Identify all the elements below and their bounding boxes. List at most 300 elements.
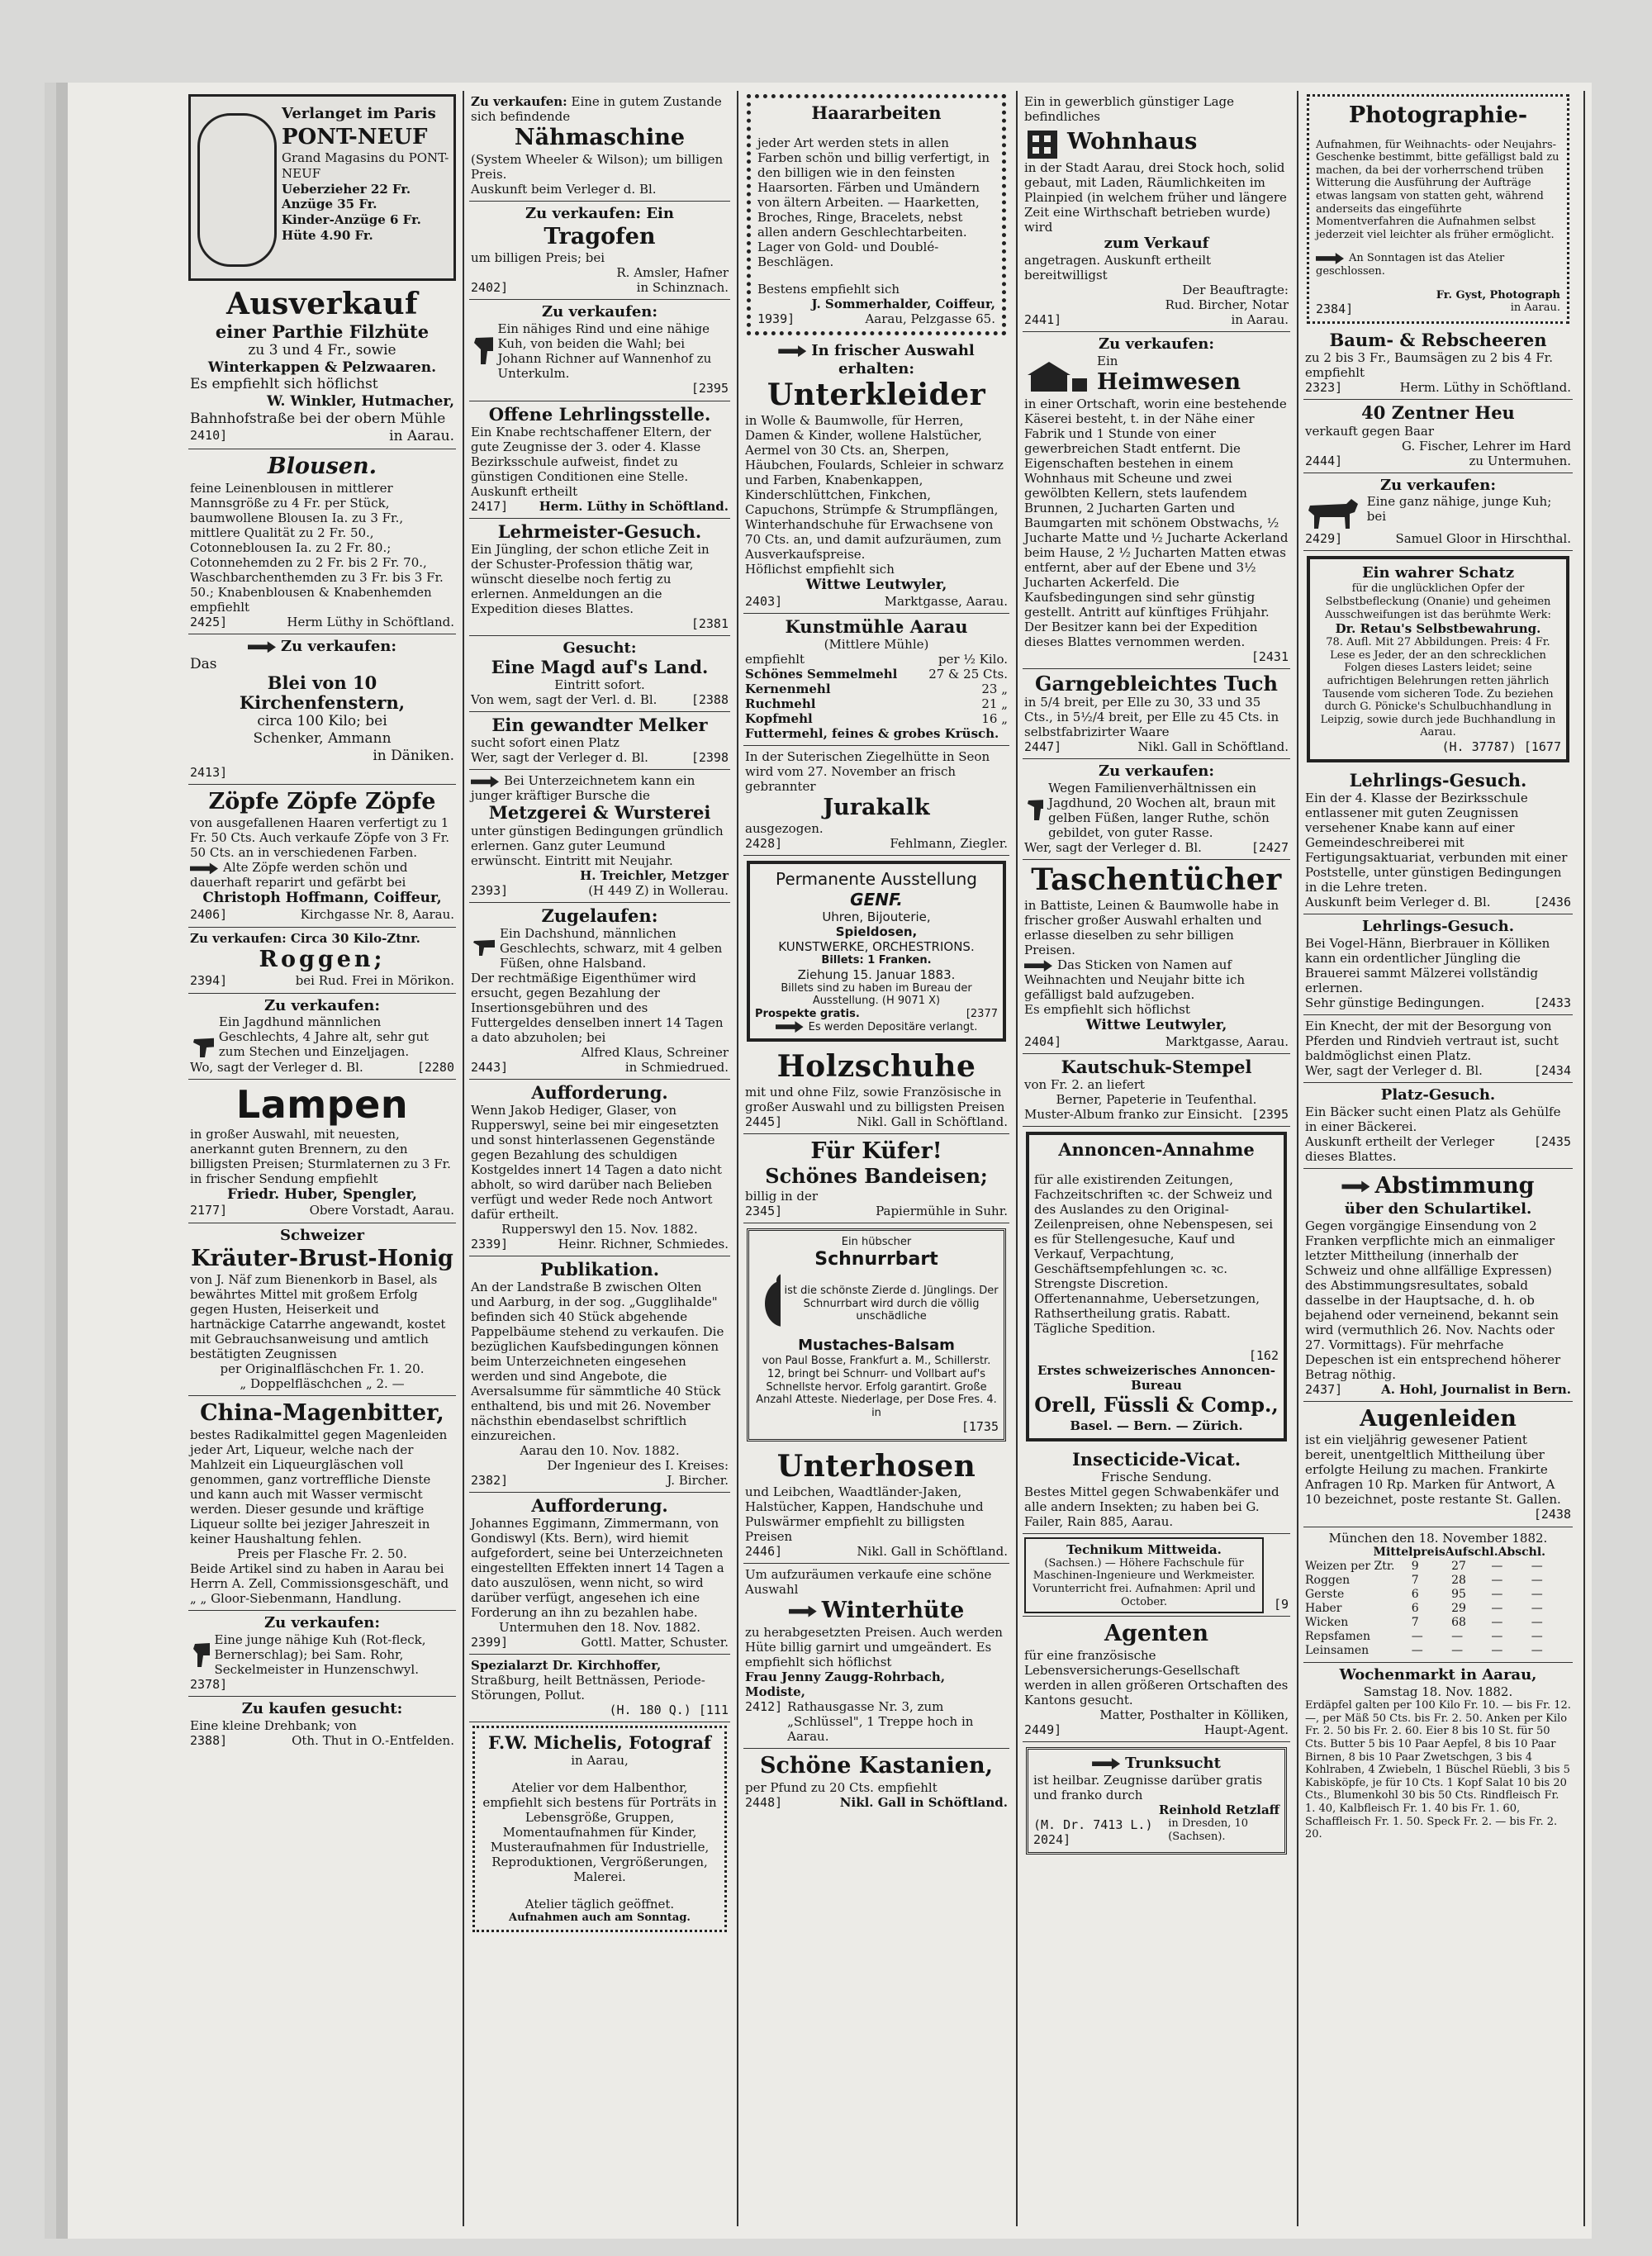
- ad-title: Augenleiden: [1360, 1405, 1517, 1432]
- ad-line: Wer, sagt der Verleger d. Bl.: [1305, 1063, 1483, 1079]
- price-item: Ruchmehl: [745, 696, 816, 711]
- table-cell: Weizen per Ztr.: [1305, 1559, 1395, 1573]
- ad-lehrmeister: [469, 519, 730, 636]
- table-cell: —: [1491, 1644, 1503, 1658]
- column-2: [464, 91, 738, 2226]
- ad-text: für eine französische Lebensversicherungs-Gesellschaft werden in allen größeren Ortschaften des Kantons gesucht.: [1024, 1648, 1289, 1708]
- price-item: Schönes Semmelmehl: [745, 666, 898, 682]
- newspaper-page: [68, 83, 1592, 2239]
- ad-title: Holzschuhe: [776, 1049, 976, 1085]
- pont-neuf-line: Anzüge 35 Fr.: [282, 197, 377, 212]
- ad-number: [2433: [1533, 995, 1571, 1011]
- ad-platz-gesuch: [1303, 1083, 1573, 1169]
- ad-text: ist ein vieljährig gewesener Patient bereit, unentgeltlich Mittheilung über erfolgte Heilung zu machen. Frankirte Anfragen 10 Rp. Marken für Antwort, A 10 bezeichnet, poste restante St. Gallen.: [1305, 1432, 1561, 1508]
- ad-line: Erstes schweizerisches Annoncen-Bureau: [1037, 1363, 1276, 1394]
- ad-number: 2378]: [190, 1677, 228, 1693]
- ad-sign: Nikl. Gall in Schöftland.: [839, 1794, 1008, 1810]
- ad-title: Taschentücher: [1031, 862, 1282, 898]
- ad-text: Eine ganz nähige, junge Kuh; bei: [1366, 494, 1552, 525]
- table-cell: —: [1531, 1644, 1543, 1658]
- table-cell: —: [1491, 1616, 1503, 1629]
- dachshund-icon: [471, 926, 495, 959]
- ad-sign: Herm. Lüthy in Schöftland.: [1399, 380, 1571, 396]
- ad-text: feine Leinenblousen in mittlerer Mannsgröße zu 4 Fr. per Stück, baumwollene Blousen Ia. zu 3 Fr., mittlere Qualität zu 2 Fr. 50., Cotonneblousen Ia. zu 2 Fr. 80.; Cotonnehemden zu 2 Fr. bis 2 Fr. 70., Waschbarchenthemden zu 3 Fr. bis 3 Fr. 50.; Knabenblousen & Knabenhemden empfiehlt: [190, 481, 444, 615]
- ad-sign: Friedr. Huber, Spengler,: [227, 1185, 417, 1203]
- table-cell: —: [1491, 1630, 1503, 1644]
- ad-number: 2406]: [190, 907, 228, 923]
- table-row: [1305, 1630, 1571, 1644]
- table-cell: —: [1451, 1630, 1464, 1644]
- table-title: München den 18. November 1882.: [1328, 1530, 1548, 1546]
- ad-text: Gegen vorgängige Einsendung von 2 Franken verpflichte mich an einmaliger letzter Mittheilung (innerhalb der Schweiz und ohne allfällige Expressen) des Abstimmungsresultates, sobald dasselbe in der Hauptsache, d. h. ob bejahend oder verneinend, bekannt sein wird (vermuthlich 26. Nov. Nachts oder 27. Vormittags). Für mehrfache Depeschen ist ein entsprechend höherer Betrag nöthig.: [1305, 1218, 1561, 1382]
- house-icon: [1024, 124, 1061, 160]
- ad-unterkleider: [743, 339, 1009, 613]
- table-cell: —: [1491, 1573, 1503, 1587]
- ad-address: Marktgasse, Aarau.: [884, 593, 1008, 609]
- ad-text: Der rechtmäßige Eigenthümer wird ersucht, gegen Bezahlung der Insertionsgebühren und des Futtergeldes denselben innert 14 Tagen a dato abzuholen; bei: [471, 970, 724, 1045]
- ad-place: (H 449 Z) in Wollerau.: [588, 882, 729, 898]
- ad-line: Es empfiehlt sich höflichst: [1024, 1002, 1190, 1018]
- ad-line: per ½ Kilo.: [938, 651, 1008, 667]
- ad-number: 2425]: [190, 615, 228, 630]
- ad-lehrlingsgesuch-2: [1303, 914, 1573, 1015]
- ad-kuh: [188, 1611, 456, 1697]
- ad-china-magenbitter: [188, 1396, 456, 1611]
- table-header-cell: [1545, 1546, 1571, 1560]
- ad-number: 1939]: [757, 311, 795, 327]
- ad-drehbank: [188, 1697, 456, 1752]
- ad-line: Futtermehl, feines & grobes Krüsch.: [745, 725, 999, 741]
- ad-title: Ein gewandter Melker: [491, 715, 708, 736]
- ad-price: Preis per Flasche Fr. 2. 50.: [237, 1546, 407, 1562]
- table-cell: 68: [1451, 1616, 1466, 1629]
- ad-date: Rupperswyl den 15. Nov. 1882.: [501, 1221, 698, 1237]
- ad-kuh-2: [1303, 473, 1573, 552]
- ad-title: Zugelaufen:: [541, 905, 658, 926]
- table-cell: 29: [1451, 1601, 1466, 1615]
- ad-title: Kräuter-Brust-Honig: [191, 1245, 453, 1271]
- ad-text: Eine junge nähige Kuh (Rot-fleck, Bernerschlag); bei Sam. Rohr, Seckelmeister in Hunzenschwyl.: [214, 1632, 426, 1678]
- ad-number: (H. 180 Q.) [111: [609, 1703, 729, 1718]
- table-cell: 27: [1451, 1559, 1466, 1573]
- ad-number: 2441]: [1024, 311, 1062, 327]
- ad-number: 2447]: [1024, 739, 1062, 755]
- ad-sign: W. Winkler, Hutmacher,: [267, 393, 454, 411]
- ad-number: [9: [1273, 1597, 1289, 1612]
- price-value: 23 „: [981, 681, 1008, 696]
- ad-number: [1735: [961, 1419, 999, 1435]
- ad-haararbeiten: [747, 94, 1006, 335]
- pont-neuf-title: Verlanget im Paris: [282, 105, 436, 122]
- ad-sign: Heinr. Richner, Schmiedes.: [558, 1236, 729, 1251]
- ad-line: Aufnahmen auch am Sonntag.: [509, 1912, 691, 1925]
- ad-kunstmuehle: [743, 614, 1009, 746]
- ad-number: 2384]: [1316, 302, 1354, 317]
- ad-sign: R. Amsler, Hafner: [616, 265, 729, 281]
- dog-icon: [190, 1014, 214, 1060]
- ad-text: Ein in gewerblich günstiger Lage befindliches: [1024, 94, 1235, 124]
- ad-number: 2403]: [745, 593, 783, 609]
- ad-line: Eintritt sofort.: [554, 677, 645, 693]
- column-4: [1018, 91, 1298, 2226]
- ad-number: 2449]: [1024, 1722, 1062, 1738]
- ad-date: Aarau den 10. Nov. 1882.: [520, 1442, 680, 1458]
- ad-address: Rathausgasse Nr. 3, zum „Schlüssel", 1 Treppe hoch in Aarau.: [787, 1698, 974, 1744]
- ad-text: Wegen Familienverhältnissen ein Jagdhund, 20 Wochen alt, braun mit gelben Füßen, langer Ruthe, schön gebildet, von guter Rasse.: [1048, 781, 1276, 841]
- cow-icon: [471, 321, 493, 367]
- ad-title: Nähmaschine: [514, 125, 686, 150]
- ad-title: Lehrmeister-Gesuch.: [497, 520, 702, 542]
- table-cell: —: [1411, 1630, 1423, 1644]
- ad-sign: „ „ Gloor-Siebenmann, Handlung.: [190, 1591, 402, 1607]
- pont-neuf-brand: PONT-NEUF: [282, 124, 428, 150]
- ad-title: Blousen.: [267, 454, 377, 480]
- ad-insecticide-vicat: [1023, 1446, 1290, 1534]
- ad-unterhosen: [743, 1446, 1009, 1564]
- ad-text: (Sachsen.) — Höhere Fachschule für Maschinen-Ingenieure und Werkmeister. Vorunterricht frei. Aufnahmen: April und October.: [1032, 1556, 1256, 1608]
- ad-number: 2429]: [1305, 531, 1343, 547]
- pointing-hand-icon: [776, 1021, 804, 1033]
- ad-sign: bei Rud. Frei in Mörikon.: [295, 973, 454, 989]
- ad-head: Zu verkaufen:: [471, 94, 567, 109]
- ad-text: An Sonntagen ist das Atelier geschlossen.: [1316, 252, 1505, 278]
- ad-text: Ein Knecht, der mit der Besorgung von Pferden und Rindvieh vertraut ist, sucht baldmöglichst einen Platz.: [1305, 1019, 1559, 1064]
- ad-sign: Alfred Klaus, Schreiner: [581, 1044, 729, 1060]
- ad-kuefer: [743, 1134, 1009, 1223]
- ad-price: „ Doppelfläschchen „ 2. —: [240, 1376, 405, 1392]
- ad-title: Spezialarzt Dr. Kirchhoffer,: [471, 1658, 662, 1674]
- ad-text: Bei Vogel-Hänn, Bierbrauer in Kölliken kann ein ordentlicher Jüngling die Brauerei sammt Mälzerei vollständig erlernen.: [1305, 936, 1550, 996]
- ad-title: Zöpfe Zöpfe Zöpfe: [208, 788, 436, 815]
- ad-head: Zu verkaufen: Ein: [525, 204, 674, 222]
- ad-number: 2428]: [745, 836, 783, 852]
- ad-sign: J. Bircher.: [667, 1472, 729, 1488]
- ad-sign: Matter, Posthalter in Kölliken,: [1099, 1707, 1289, 1723]
- ad-text: und Leibchen, Waadtländer-Jaken, Halstücher, Kappen, Handschuhe und Pulswärmer empfiehlt zu billigsten Preisen: [745, 1484, 984, 1545]
- ad-wohnhaus: [1023, 91, 1290, 332]
- ad-text: Ein Jüngling, der schon etliche Zeit in der Schuster-Profession thätig war, wünscht dieselbe noch fertig zu erlernen. Anmeldungen an die Expedition dieses Blattes.: [471, 541, 710, 616]
- ad-line: Spieldosen,: [835, 924, 918, 940]
- table-row: [1305, 1588, 1571, 1602]
- ad-title: Garngebleichtes Tuch: [1035, 671, 1278, 696]
- ad-number: 2399]: [471, 1635, 509, 1650]
- ad-blousen: [188, 449, 456, 634]
- ad-line: Ein: [1097, 353, 1118, 368]
- ad-number: 2388]: [190, 1733, 228, 1749]
- ad-title: Photographie-: [1348, 102, 1528, 128]
- table-cell: Repsfamen: [1305, 1630, 1371, 1644]
- ad-sign: Rud. Bircher, Notar: [1165, 297, 1289, 312]
- price-value: 16 „: [981, 710, 1008, 726]
- ad-text: In der Suterischen Ziegelhütte in Seon wird vom 27. November an frisch gebrannter: [745, 748, 990, 794]
- ad-text: jeder Art werden stets in allen Farben schön und billig verfertigt, in den billigen wie in den feinsten Haarsorten. Färben und Umändern von ältern Arbeiten. — Haarketten, Broches, Ringe, Bracelets, nebst allen andern Geschlechtarbeiten. Lager von Gold- und Doublé-Beschlägen.: [757, 135, 990, 270]
- ad-place: zu Untermuhen.: [1469, 453, 1571, 468]
- ad-technikum-mittweida: [1023, 1534, 1290, 1617]
- ad-head: Zu verkaufen:: [541, 303, 658, 321]
- ad-aufforderung-2: [469, 1493, 730, 1655]
- ad-ausstellung-genf: [747, 861, 1006, 1042]
- ad-text: Eine kleine Drehbank; von: [190, 1718, 357, 1734]
- ad-number: 2345]: [745, 1204, 783, 1219]
- grain-price-table: [1303, 1527, 1573, 1664]
- ad-subtitle: in Aarau,: [571, 1753, 629, 1769]
- table-cell: 6: [1411, 1587, 1419, 1601]
- column-3: [738, 91, 1018, 2226]
- ad-subtitle: Frische Sendung.: [1101, 1469, 1212, 1484]
- ad-line: Muster-Album franko zur Einsicht.: [1024, 1107, 1243, 1123]
- table-row: [1305, 1644, 1571, 1658]
- ad-line: Billets: 1 Franken.: [821, 954, 932, 967]
- ad-number: [2434: [1533, 1063, 1571, 1079]
- ad-title: Wochenmarkt in Aarau,: [1339, 1666, 1537, 1684]
- ad-wochenmarkt: [1303, 1663, 1573, 1845]
- bird-illustration-icon: [754, 1270, 781, 1337]
- ad-line: zu 3 und 4 Fr., sowie: [248, 341, 396, 359]
- price-item: Kernenmehl: [745, 681, 831, 696]
- ad-number: 2412]: [745, 1698, 783, 1714]
- ad-title: Für Küfer!: [810, 1137, 942, 1164]
- ad-text: von ausgefallenen Haaren verfertigt zu 1 Fr. 50 Cts. Auch verkaufe Zöpfe von 3 Fr. 50 Cts. an in verschiedenen Farben.: [190, 815, 449, 861]
- ad-wahrer-schatz: [1307, 556, 1569, 762]
- ad-text: zu herabgesetzten Preisen. Auch werden Hüte billig garnirt und umgeändert. Es empfiehlt sich höflichst: [745, 1624, 1003, 1669]
- ad-number: [2388: [691, 692, 729, 708]
- ad-number: [2435: [1533, 1133, 1571, 1149]
- ad-line: Wer, sagt der Verleger d. Bl.: [1024, 840, 1202, 856]
- ad-title: Schönes Bandeisen;: [765, 1163, 988, 1188]
- ad-photographie: [1307, 94, 1569, 324]
- ad-sign: G. Fischer, Lehrer im Hard: [1402, 438, 1571, 454]
- ad-number: 2417]: [471, 498, 509, 514]
- table-cell: 7: [1411, 1616, 1419, 1629]
- ad-text: Eine in gutem Zustande sich befindende: [471, 94, 722, 124]
- ad-sign: Herm. Lüthy in Schöftland.: [539, 498, 729, 514]
- ad-sign: Fehlmann, Ziegler.: [890, 836, 1008, 852]
- pointing-hand-icon: [1024, 960, 1052, 971]
- ad-sign: Herm Lüthy in Schöftland.: [287, 615, 454, 630]
- ad-line: Winterkappen & Pelzwaaren.: [207, 359, 437, 376]
- ad-text: in 5/4 breit, per Elle zu 30, 33 und 35 Cts., in 5½/4 breit, per Elle zu 45 Cts. in selbstfabrizirter Waare: [1024, 695, 1279, 740]
- table-cell: —: [1531, 1559, 1543, 1573]
- ad-number: 2323]: [1305, 380, 1343, 396]
- table-cell: —: [1531, 1601, 1543, 1615]
- ad-head: Ein hübscher: [841, 1236, 912, 1249]
- ad-text: per Pfund zu 20 Cts. empfiehlt: [745, 1779, 938, 1795]
- ad-text: in Wolle & Baumwolle, für Herren, Damen & Kinder, wollene Halstücher, Aermel von 30 Cts. an, Sherpen, Häubchen, Foulards, Schleier in schwarz und Farben, Knabenkappen, Kinderschlüttchen, Finkchen, Capuchons, Strümpfe & Strumpflängen, Winterhandschuhe für Erwachsene von 70 Cts. an, und damit aufzuräumen, zum Ausverkaufspreise.: [745, 412, 1004, 562]
- ad-text: Beide Artikel sind zu haben in Aarau bei Herrn A. Zell, Commissionsgeschäft, und: [190, 1561, 449, 1592]
- ad-number: 2446]: [745, 1544, 783, 1560]
- ad-product: Mustaches-Balsam: [798, 1337, 955, 1355]
- table-header-cell: [1305, 1546, 1374, 1560]
- ad-text: mit und ohne Filz, sowie Französische in großer Auswahl und zu billigsten Preisen: [745, 1084, 1005, 1114]
- ad-title: China-Magenbitter,: [200, 1400, 444, 1427]
- ad-line: Basel. — Bern. — Zürich.: [1070, 1418, 1243, 1433]
- ad-number: [2427: [1251, 840, 1289, 856]
- table-cell: 9: [1411, 1559, 1419, 1573]
- ad-line: Billets sind zu haben im Bureau der Ausstellung. (H 9071 X): [781, 981, 972, 1008]
- ad-title: Publikation.: [539, 1258, 660, 1280]
- ad-taschentuecher: [1023, 860, 1290, 1054]
- ad-line: in Däniken.: [373, 747, 454, 764]
- table-header-cell: Abschl.: [1498, 1545, 1546, 1559]
- ad-text: Bei Unterzeichnetem kann ein junger kräftiger Bursche die: [471, 773, 695, 804]
- pointing-hand-icon: [1316, 253, 1344, 264]
- ad-line: empfiehlt: [745, 651, 805, 667]
- ad-place: in Schinznach.: [636, 280, 729, 296]
- ad-title: Technikum Mittweida.: [1066, 1541, 1222, 1557]
- ad-text: in einer Ortschaft, worin eine bestehende Käserei besteht, t. in der Nähe einer Fabrik und 1 Stunde von einer gewerbreichen Stadt entfernt. Die Eigenschaften bestehen in einem Wohnhaus mit Scheune und zwei gewölbten Kellern, stets laufendem Brunnen, 2 Jucharten Garten und Baumgarten mit schönem Obstwachs, ½ Jucharte Matte und ½ Jucharte Ackerland beim Hause, 2 ½ Jucharten Matten etwas entfernt, aber auf der Ebene und 3½ Jucharten Ackerfeld. Die Kaufsbedingungen sind sehr günstig gestellt. Antritt auf künftiges Frühjahr. Der Besitzer kann bei der Expedition dieses Blattes vernommen werden.: [1024, 396, 1289, 649]
- pointing-hand-icon: [1341, 1180, 1370, 1192]
- ad-text: Ein der 4. Klasse der Bezirksschule entlassener mit guten Zeugnissen versehener Knabe kann auf einer Gemeindeschreiberei mit Fertigungsaktuariat, verbunden mit einer Poststelle, unter günstigen Bedingungen in die Lehre treten.: [1305, 791, 1568, 895]
- ad-number: 2339]: [471, 1236, 509, 1251]
- ad-title: Metzgerei & Wursterei: [488, 802, 711, 824]
- ad-line: KUNSTWERKE, ORCHESTRIONS.: [778, 939, 975, 955]
- ad-line: Atelier täglich geöffnet.: [525, 1897, 675, 1912]
- ad-blei: [188, 634, 456, 784]
- ad-number: [2377: [966, 1007, 998, 1020]
- table-cell: Haber: [1305, 1601, 1342, 1615]
- ad-text: Ein Jagdhund männlichen Geschlechts, 4 Jahre alt, sehr gut zum Stechen und Einzeljagen.: [218, 1014, 430, 1060]
- ad-title: F.W. Michelis, Fotograf: [488, 1732, 711, 1754]
- ad-text: Aufnahmen, für Weihnachts- oder Neujahrs-Geschenke bestimmt, bitte gefälligst bald zu machen, da bei der vorherrschend trüben Witterung die Ausführung der Aufträge etwas langsam von statten geht, während anderseits das eingeführte Momentverfahren die Aufnahmen selbst jederzeit viel leichter als früher ermöglicht.: [1316, 138, 1559, 241]
- ad-sign: Gottl. Matter, Schuster.: [581, 1635, 729, 1650]
- table-cell: —: [1411, 1644, 1423, 1658]
- ad-text: Atelier vor dem Halbenthor, empfiehlt sich bestens für Porträts in Lebensgröße, Gruppen, Momentaufnahmen für Kinder, Musteraufnahmen für Industrielle, Reproduktionen, Vergrößerungen, Malerei.: [482, 1780, 717, 1885]
- ad-jagdhund-2: [1023, 759, 1290, 860]
- ad-ausverkauf: [188, 284, 456, 449]
- ad-text: Ein nähiges Rind und eine nähige Kuh, von beiden die Wahl; bei Johann Richner auf Wannenhof zu Unterkulm.: [497, 321, 712, 382]
- ad-text: Straßburg, heilt Bettnässen, Periode-Störungen, Pollut.: [471, 1673, 705, 1703]
- ad-title: Winterhüte: [821, 1598, 965, 1624]
- table-cell: Leinsamen: [1305, 1644, 1370, 1658]
- ad-address: Obere Vorstadt, Aarau.: [309, 1203, 454, 1218]
- ad-sign: Papiermühle in Suhr.: [876, 1204, 1008, 1219]
- ad-subtitle: über den Schulartikel.: [1344, 1199, 1532, 1218]
- ad-dachshund: [469, 903, 730, 1080]
- ad-michelis-fotograf: [472, 1726, 727, 1932]
- table-row: [1305, 1574, 1571, 1588]
- ad-sign: Orell, Füssli & Comp.,: [1034, 1393, 1279, 1418]
- ad-melker: [469, 712, 730, 770]
- ad-subtitle: GENF.: [850, 889, 903, 910]
- column-1: [183, 91, 464, 2226]
- ad-jurakalk: [743, 746, 1009, 857]
- ad-sign: H. Treichler, Metzger: [580, 867, 729, 883]
- ad-winterhuete: [743, 1564, 1009, 1749]
- ad-text: Das Sticken von Namen auf Weihnachten und Neujahr bitte ich gefälligst bald aufzugeben.: [1024, 957, 1246, 1003]
- ad-line: Auskunft ertheilt der Verleger dieses Blattes.: [1305, 1133, 1495, 1164]
- price-value: 21 „: [981, 696, 1008, 711]
- ad-knecht: [1303, 1015, 1573, 1083]
- ad-title: Blei von 10 Kirchenfenstern,: [239, 672, 406, 714]
- ad-heu: [1303, 400, 1573, 473]
- ad-line: circa 100 Kilo; bei: [257, 713, 387, 730]
- ad-address: Kirchgasse Nr. 8, Aarau.: [300, 907, 454, 923]
- ad-sign: Reinhold Retzlaff: [1158, 1802, 1279, 1818]
- ad-product: Dr. Retau's Selbstbewahrung.: [1335, 621, 1541, 637]
- ad-sign: Der Ingenieur des I. Kreises:: [547, 1457, 729, 1473]
- ad-text: unter günstigen Bedingungen gründlich erlernen. Ganz guter Leumund erwünscht. Eintritt mit Neujahr.: [471, 823, 724, 868]
- ad-text: von J. Näf zum Bienenkorb in Basel, als bewährtes Mittel mit großem Erfolg gegen Husten, Heiserkeit und hartnäckige Catarrhe angewandt, kostet mit Gebrauchsanweisung und amtlich bestätigten Zeugnissen: [190, 1272, 446, 1362]
- ad-line: Bahnhofstraße bei der obern Mühle: [190, 410, 446, 427]
- ad-annoncen-annahme: [1026, 1132, 1287, 1441]
- column-5: [1298, 91, 1579, 2226]
- ad-number: [2381: [691, 615, 729, 631]
- man-figure-illustration: [197, 113, 277, 267]
- ad-line: Haupt-Agent.: [1203, 1722, 1289, 1738]
- ad-sign: Fr. Gyst, Photograph: [1436, 288, 1560, 302]
- ad-number: [2280: [416, 1060, 454, 1076]
- ad-sign: Nikl. Gall in Schöftland.: [857, 1544, 1008, 1560]
- table-cell: Gerste: [1305, 1587, 1345, 1601]
- ad-number: 2394]: [190, 973, 228, 989]
- ad-title: Roggen;: [259, 946, 386, 972]
- ad-number: 2445]: [745, 1114, 783, 1129]
- table-cell: —: [1531, 1587, 1543, 1601]
- ad-number: 2437]: [1305, 1381, 1343, 1397]
- pointing-hand-icon: [789, 1606, 817, 1617]
- ad-title: Schnurrbart: [814, 1248, 938, 1270]
- ad-head: Zu verkaufen:: [1098, 335, 1215, 353]
- ad-price: per Originalfläschchen Fr. 1. 20.: [220, 1361, 425, 1377]
- ad-lampen: [188, 1080, 456, 1223]
- ad-text: in der Stadt Aarau, drei Stock hoch, solid gebaut, mit Laden, Räumlichkeiten im Plainpied (in welchem früher und längere Zeit eine Wirthschaft betrieben wurde) wird: [1024, 160, 1287, 235]
- ad-number: [2436: [1533, 895, 1571, 910]
- ad-number: (M. Dr. 7413 L.) 2024]: [1033, 1817, 1153, 1848]
- ad-text: (System Wheeler & Wilson); um billigen Preis.: [471, 151, 724, 182]
- ad-kraeuter-honig: [188, 1223, 456, 1397]
- ad-date: Samstag 18. Nov. 1882.: [1363, 1684, 1513, 1700]
- table-row: [1305, 1560, 1571, 1574]
- table-cell: —: [1491, 1587, 1503, 1601]
- pointing-hand-icon: [778, 345, 806, 357]
- ad-sign: J. Sommerhalder, Coiffeur,: [811, 297, 995, 312]
- ad-head: Schweizer: [280, 1226, 364, 1244]
- ad-title: Schöne Kastanien,: [759, 1752, 993, 1779]
- ad-head: Zu verkaufen:: [280, 638, 397, 656]
- ad-number: [162: [1248, 1348, 1279, 1364]
- table-cell: Wicken: [1305, 1616, 1349, 1629]
- ad-title: Platz-Gesuch.: [1380, 1086, 1496, 1104]
- ad-number: 2410]: [190, 427, 228, 443]
- ad-title: Ein wahrer Schatz: [1361, 564, 1515, 582]
- ad-text: Ein Dachshund, männlichen Geschlechts, schwarz, mit 4 gelben Füßen, ohne Halsband.: [499, 925, 723, 971]
- ad-title: Offene Lehrlingsstelle.: [488, 403, 711, 425]
- ad-text: Alte Zöpfe werden schön und dauerhaft reparirt und gefärbt bei: [190, 860, 408, 891]
- ad-rind: [469, 300, 730, 401]
- ad-line: Bestens empfiehlt sich: [757, 282, 900, 297]
- ad-title: Lehrlings-Gesuch.: [1362, 918, 1514, 936]
- ad-number: [2398: [691, 750, 729, 766]
- ad-kautschuk-stempel: [1023, 1054, 1290, 1127]
- ad-number: 2444]: [1305, 453, 1343, 468]
- ad-kirchhoffer: [469, 1655, 730, 1722]
- table-cell: 28: [1451, 1573, 1466, 1587]
- table-cell: —: [1531, 1616, 1543, 1629]
- ad-number: 2448]: [745, 1794, 783, 1810]
- ad-tragofen: [469, 202, 730, 301]
- ad-number: [2438: [1533, 1507, 1571, 1522]
- ad-place: in Dresden, 10 (Sachsen).: [1168, 1817, 1249, 1843]
- table-cell: Roggen: [1305, 1573, 1351, 1587]
- ad-title: Tragofen: [544, 223, 656, 249]
- ad-date: Untermuhen den 18. Nov. 1882.: [498, 1620, 701, 1636]
- ad-lehrlingsgesuch: [1303, 767, 1573, 914]
- pont-neuf-line: Kinder-Anzüge 6 Fr.: [282, 212, 421, 227]
- ad-baumscheeren: [1303, 327, 1573, 400]
- ad-text: sucht sofort einen Platz: [471, 735, 620, 751]
- ad-head: Zu verkaufen:: [1098, 762, 1215, 781]
- ad-title: Heimwesen: [1097, 368, 1241, 395]
